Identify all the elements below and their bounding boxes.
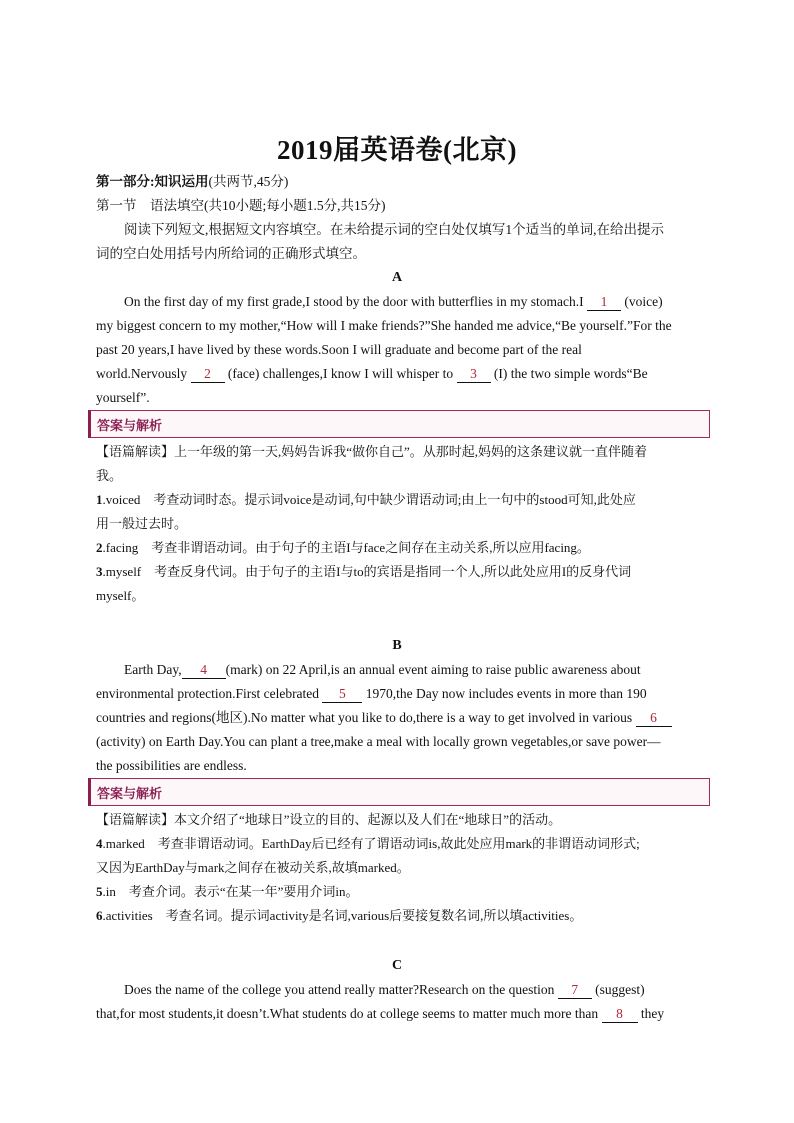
passage-c-letter: C [391, 958, 403, 973]
part-heading-label: 第一部分:知识运用 [96, 174, 209, 189]
blank-7: 7 [558, 982, 592, 999]
passage-a-letter: A [391, 270, 403, 285]
passage-b-line-2 [96, 684, 696, 704]
blank-1: 1 [587, 294, 621, 311]
answer-number: 2 [96, 540, 103, 555]
passage-text: Earth Day, [124, 662, 182, 677]
answer-label: 答案与解析 [97, 787, 163, 802]
answer-text: .myself 考查反身代词。由于句子的主语I与to的宾语是指同一个人,所以此处应用I的反身代词 [102, 564, 632, 579]
answer-bar-a [88, 410, 710, 438]
analysis-a-line-2: 我。 [96, 468, 123, 483]
passage-text: (voice) [621, 294, 663, 309]
passage-b-line-1 [124, 660, 724, 680]
page-title: 2019届英语卷(北京) [277, 135, 517, 165]
answer-4-cont: 又因为EarthDay与mark之间存在被动关系,故填marked。 [96, 860, 410, 875]
passage-text: (mark) on 22 April,is an annual event aiming to raise public awareness about [225, 662, 641, 677]
answer-label: 答案与解析 [97, 419, 163, 434]
answer-text: .in 考查介词。表示“在某一年”要用介词in。 [102, 884, 359, 899]
passage-a-line-3: past 20 years,I have lived by these words.Soon I will graduate and become part of the real [96, 342, 582, 357]
answer-2 [96, 536, 696, 560]
passage-b-letter: B [392, 638, 402, 653]
answer-1-cont: 用一般过去时。 [96, 516, 188, 531]
instruction-line-1: 阅读下列短文,根据短文内容填空。在未给提示词的空白处仅填写1个适当的单词,在给出提示 [124, 222, 664, 237]
passage-text: that,for most students,it doesn’t.What students do at college seems to matter much more than [96, 1006, 602, 1021]
passage-a-line-4 [96, 364, 696, 384]
section-label: 第一节 [96, 198, 137, 213]
passage-text: 1970,the Day now includes events in more than 190 [362, 686, 647, 701]
answer-number: 5 [96, 884, 103, 899]
passage-text: On the first day of my first grade,I stood by the door with butterflies in my stomach.I [124, 294, 588, 309]
answer-number: 6 [96, 908, 103, 923]
blank-5: 5 [322, 686, 362, 703]
answer-3 [96, 560, 696, 584]
passage-b-line-3 [96, 708, 696, 728]
answer-number: 3 [96, 564, 103, 579]
answer-bar-b [88, 778, 710, 806]
passage-text: (suggest) [591, 982, 645, 997]
passage-text: world.Nervously [96, 366, 191, 381]
part-heading [96, 172, 696, 192]
passage-a-line-2: my biggest concern to my mother,“How will I make friends?”She handed me advice,“Be yourself.”For the [96, 318, 672, 333]
answer-number: 4 [96, 836, 103, 851]
instruction-line-2: 词的空白处用括号内所给词的正确形式填空。 [96, 246, 366, 261]
blank-4: 4 [182, 662, 226, 679]
blank-6: 6 [636, 710, 672, 727]
answer-text: .facing 考查非谓语动词。由于句子的主语I与face之间存在主动关系,所以应用facing。 [102, 540, 590, 555]
section-heading [96, 196, 696, 216]
answer-1 [96, 488, 696, 512]
section-text: 语法填空(共10小题;每小题1.5分,共15分) [150, 198, 386, 213]
part-heading-note: (共两节,45分) [208, 174, 289, 189]
answer-6 [96, 904, 696, 928]
passage-c-line-1 [124, 980, 724, 1000]
answer-4 [96, 832, 696, 856]
passage-text: (face) challenges,I know I will whisper to [224, 366, 457, 381]
blank-3: 3 [457, 366, 491, 383]
passage-b-line-5: the possibilities are endless. [96, 758, 247, 773]
passage-c-line-2 [96, 1004, 696, 1024]
passage-a-line-5: yourself”. [96, 390, 150, 405]
passage-text: they [637, 1006, 665, 1021]
answer-text: .activities 考查名词。提示词activity是名词,various后要接复数名词,所以填activities。 [102, 908, 583, 923]
answer-5 [96, 880, 696, 904]
blank-2: 2 [191, 366, 225, 383]
passage-text: Does the name of the college you attend really matter?Research on the question [124, 982, 558, 997]
blank-8: 8 [602, 1006, 638, 1023]
passage-a-line-1 [124, 292, 724, 312]
passage-b-line-4: (activity) on Earth Day.You can plant a tree,make a meal with locally grown vegetables,or save power— [96, 734, 661, 749]
answer-number: 1 [96, 492, 103, 507]
analysis-b-line-1: 【语篇解读】本文介绍了“地球日”设立的目的、起源以及人们在“地球日”的活动。 [96, 812, 562, 827]
answer-3-cont: myself。 [96, 588, 145, 603]
passage-text: (I) the two simple words“Be [490, 366, 648, 381]
passage-text: environmental protection.First celebrated [96, 686, 323, 701]
answer-text: .voiced 考查动词时态。提示词voice是动词,句中缺少谓语动词;由上一句中的stood可知,此处应 [102, 492, 636, 507]
answer-text: .marked 考查非谓语动词。EarthDay后已经有了谓语动词is,故此处应用mark的非谓语动词形式; [102, 836, 640, 851]
passage-text: countries and regions(地区).No matter what you like to do,there is a way to get involved in various [96, 710, 636, 725]
analysis-a-line-1: 【语篇解读】上一年级的第一天,妈妈告诉我“做你自己”。从那时起,妈妈的这条建议就一直伴随着 [96, 444, 648, 459]
